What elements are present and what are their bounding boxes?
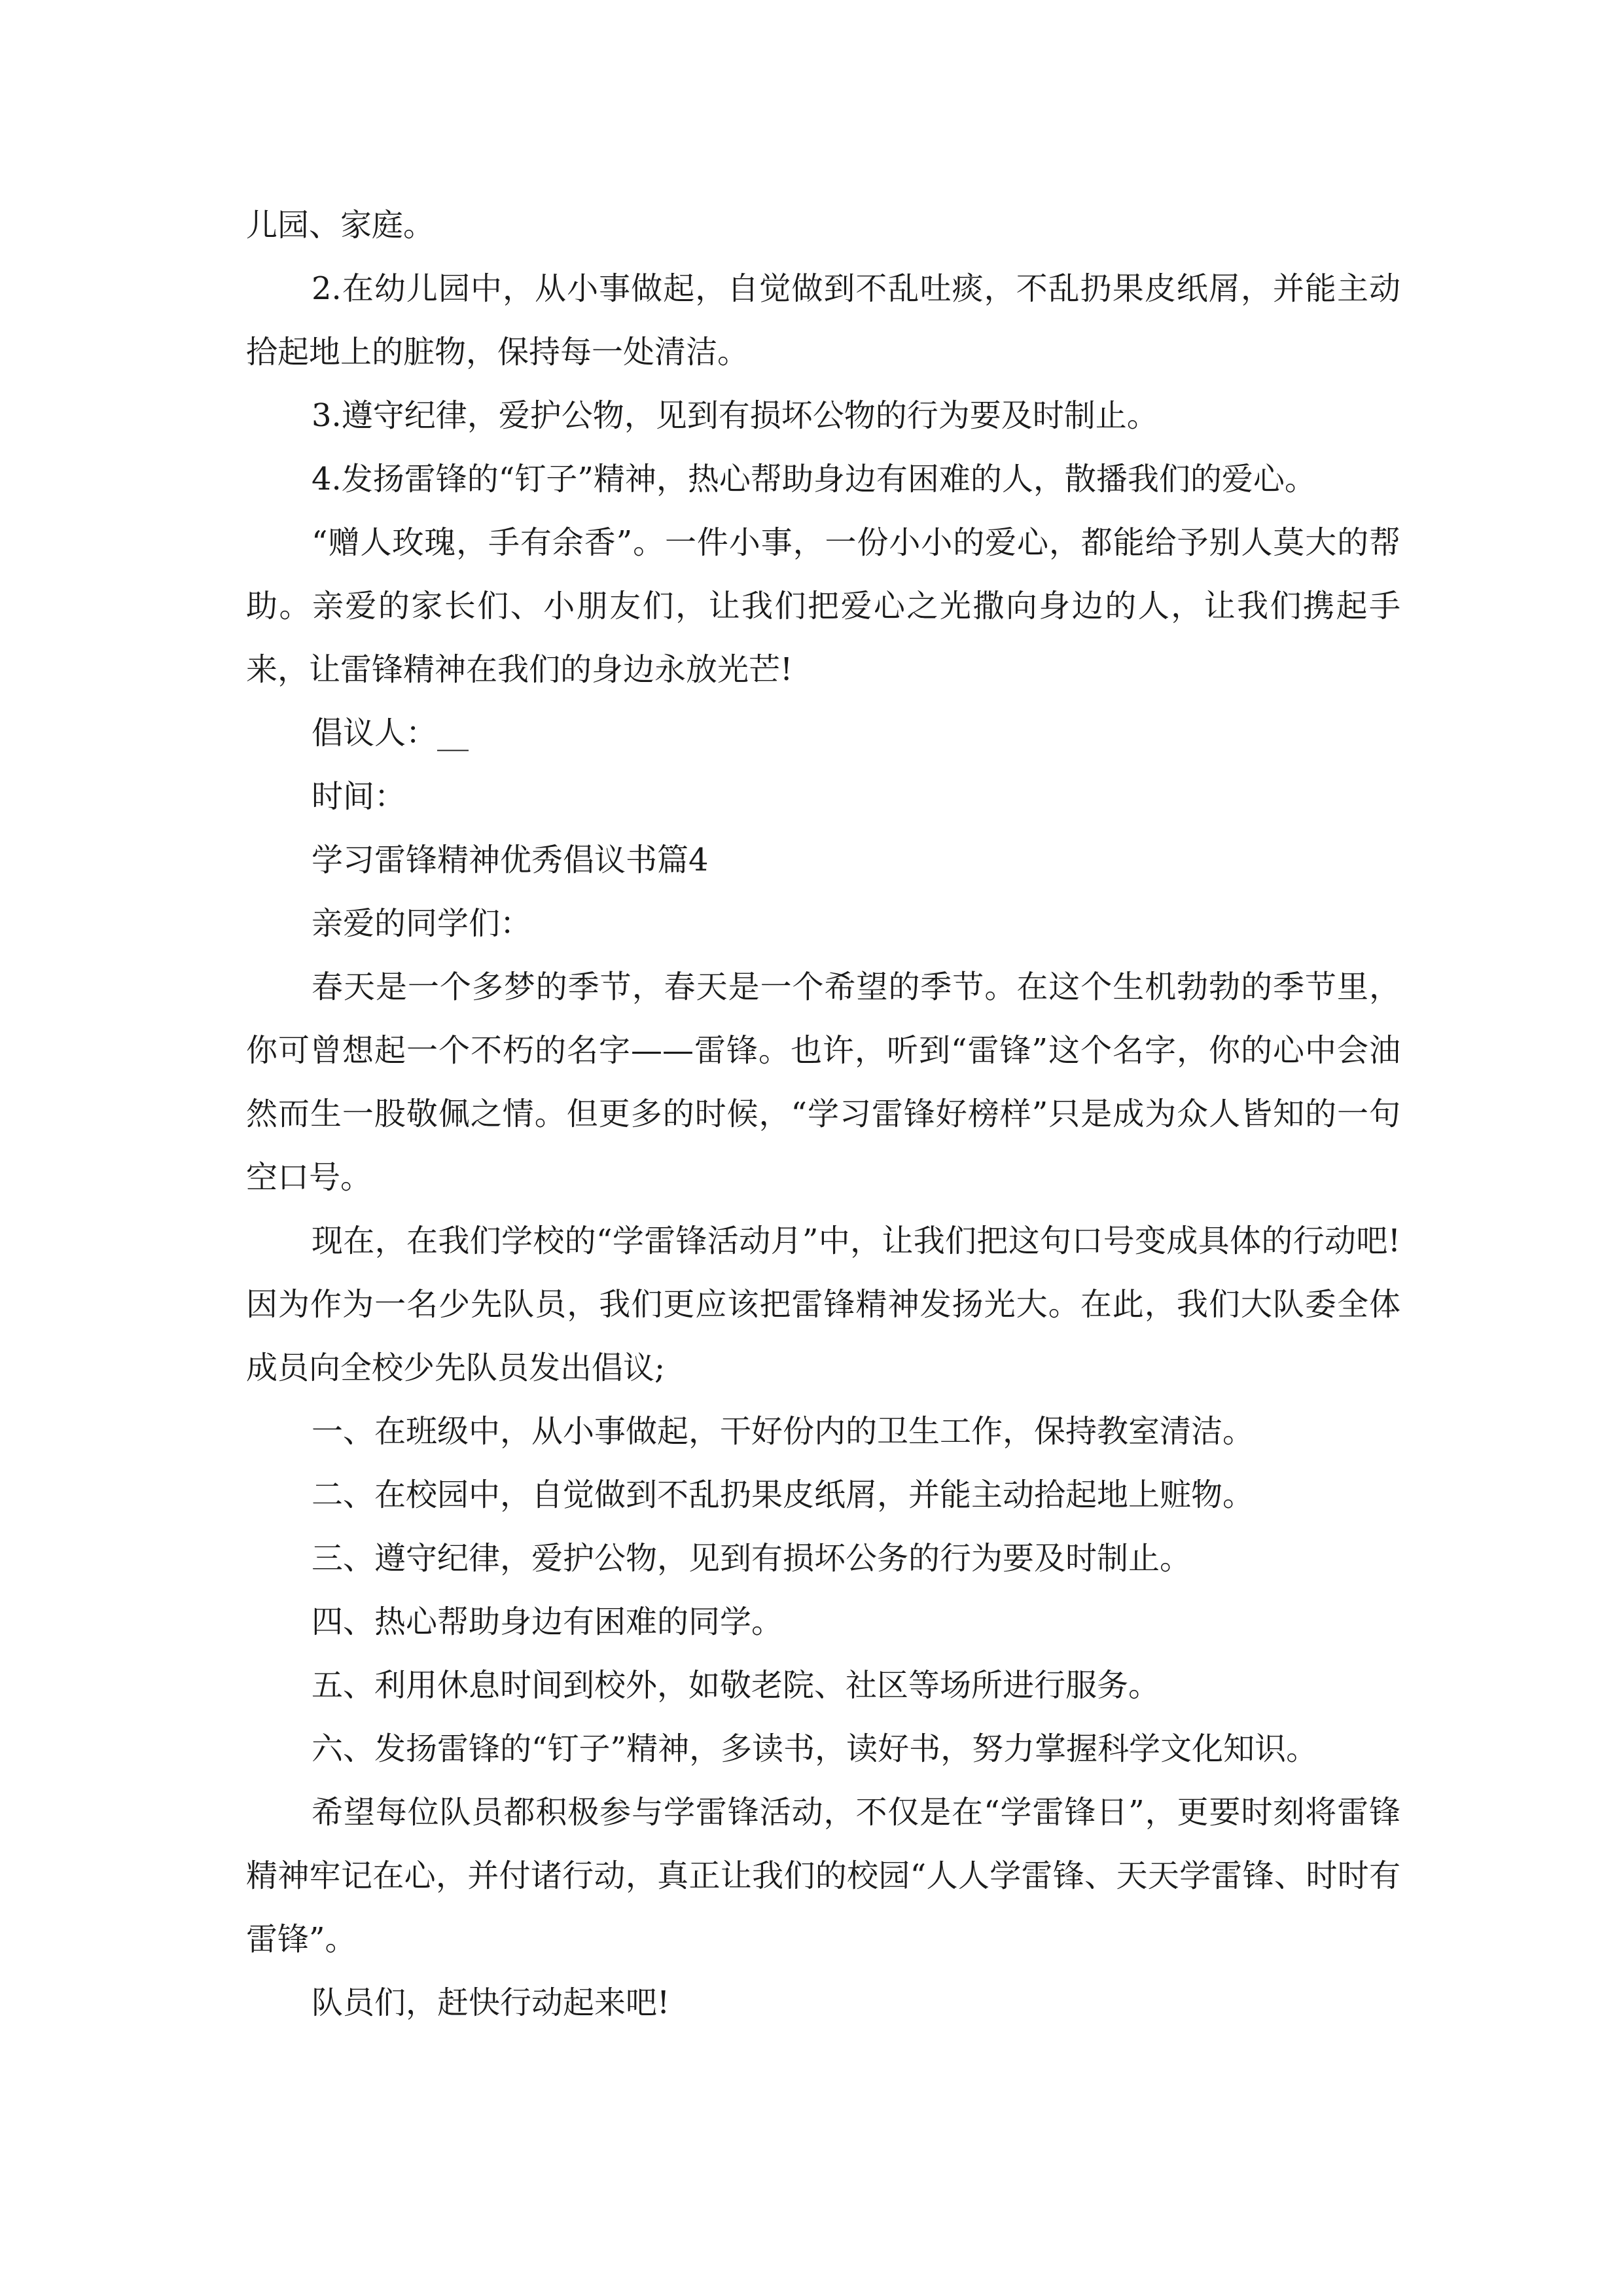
proposal-item-1: 一、在班级中，从小事做起，干好份内的卫生工作，保持教室清洁。 (312, 1413, 1255, 1450)
section-heading: 学习雷锋精神优秀倡议书篇4 (312, 842, 709, 878)
closing-paragraph: “赠人玫瑰，手有余香”。一件小事，一份小小的爱心，都能给予别人莫大的帮助。亲爱的家长们、小朋友们，让我们把爱心之光撒向身边的人，让我们携起手来，让雷锋精神在我们的身边永放光芒! (246, 524, 1400, 688)
salutation: 亲爱的同学们： (312, 905, 532, 942)
body-paragraph-spring: 春天是一个多梦的季节，春天是一个希望的季节。在这个生机勃勃的季节里，你可曾想起一个不朽的名字——雷锋。也许，听到“雷锋”这个名字，你的心中会油然而生一股敬佩之情。但更多的时候，“学习雷锋好榜样”只是成为众人皆知的一句空口号。 (246, 969, 1400, 1196)
proposal-item-4: 四、热心帮助身边有困难的同学。 (312, 1604, 783, 1640)
hope-paragraph: 希望每位队员都积极参与学雷锋活动，不仅是在“学雷锋日”，更要时刻将雷锋精神牢记在心，并付诸行动，真正让我们的校园“人人学雷锋、天天学雷锋、时时有雷锋”。 (246, 1794, 1400, 1958)
list-item-3: 3.遵守纪律，爱护公物，见到有损坏公物的行为要及时制止。 (312, 397, 1158, 434)
body-paragraph-now: 现在，在我们学校的“学雷锋活动月”中，让我们把这句口号变成具体的行动吧!因为作为一名少先队员，我们更应该把雷锋精神发扬光大。在此，我们大队委全体成员向全校少先队员发出倡议; (246, 1223, 1400, 1386)
date-line: 时间： (312, 778, 406, 815)
initiator-line: 倡议人：__ (312, 715, 469, 751)
paragraph-continuation: 儿园、家庭。 (246, 207, 435, 243)
proposal-item-5: 五、利用休息时间到校外，如敬老院、社区等场所进行服务。 (312, 1667, 1160, 1704)
list-item-4: 4.发扬雷锋的“钉子”精神，热心帮助身边有困难的人，散播我们的爱心。 (312, 461, 1316, 497)
call-to-action: 队员们，赶快行动起来吧! (312, 1984, 670, 2021)
document-body (246, 194, 1400, 2035)
proposal-item-6: 六、发扬雷锋的“钉子”精神，多读书，读好书，努力掌握科学文化知识。 (312, 1731, 1318, 1767)
proposal-item-2: 二、在校园中，自觉做到不乱扔果皮纸屑，并能主动拾起地上赃物。 (312, 1477, 1255, 1513)
proposal-item-3: 三、遵守纪律，爱护公物，见到有损坏公务的行为要及时制止。 (312, 1540, 1192, 1577)
list-item-2: 2.在幼儿园中，从小事做起，自觉做到不乱吐痰，不乱扔果皮纸屑，并能主动拾起地上的脏物，保持每一处清洁。 (246, 270, 1400, 370)
